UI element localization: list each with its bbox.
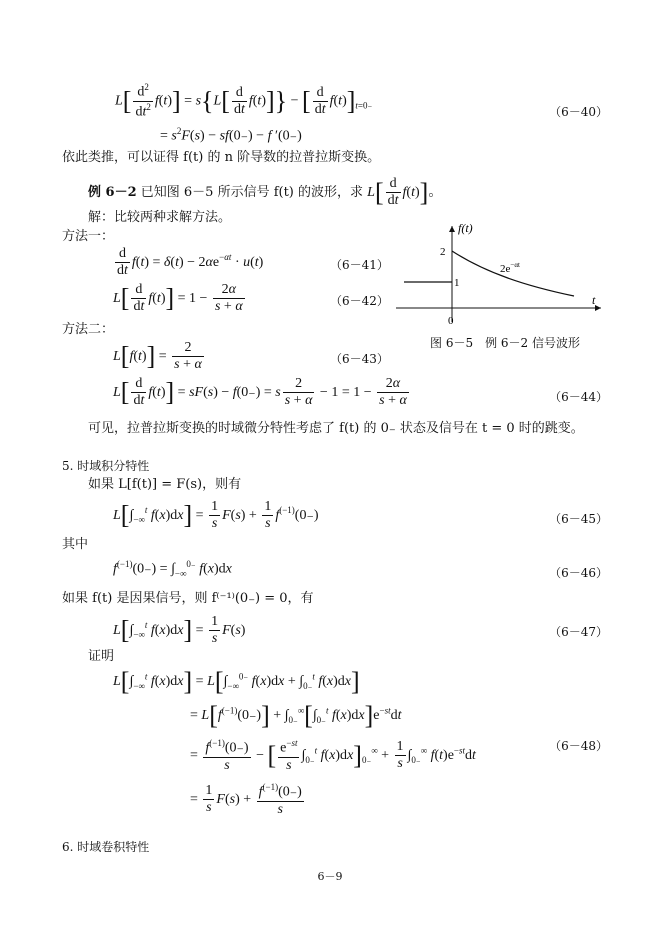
solution-text: 解：比较两种求解方法。 [88, 210, 232, 225]
equation-6-42: L[ $\frac{d}{dt}$ f(t)] = 1 − $\frac{2\alpha}{s + \alpha}$ [113, 282, 243, 315]
equation-6-43: L[f(t)] = $\frac{2}{s + \alpha}$ [113, 340, 202, 373]
figure-signal-waveform [396, 218, 616, 328]
section-6-heading: 6. 时域卷积特性 [62, 840, 150, 854]
if-line: 如果 L[f(t)] = F(s)，则有 [88, 477, 242, 492]
tick-label-1: 1 [454, 277, 460, 289]
y-axis-label: f(t) [458, 221, 473, 235]
equation-6-47: $L[\int_{-\infty}^t$ f(x)dx] = $\frac{1}{s}$ F(s) [113, 614, 246, 647]
example-line: 例 6－2 已知图 6－5 所示信号 f(t) 的波形，求 L[ $\frac{d}{dt}$ f(t)]。 [88, 176, 443, 209]
page-number: 6－9 [317, 870, 343, 883]
section-5-heading: 5. 时域积分特性 [62, 459, 150, 473]
method-one-label: 方法一： [62, 229, 115, 244]
equation-number: （6－44） [549, 390, 608, 404]
example-body: 已知图 6－5 所示信号 f(t) 的波形，求 [140, 184, 364, 200]
analog-text: 依此类推，可以证得 f(t) 的 n 阶导数的拉普拉斯变换。 [62, 150, 381, 165]
conclusion-text: 可见，拉普拉斯变换的时域微分特性考虑了 f(t) 的 0₋ 状态及信号在 t = 0 时的跳变。 [88, 421, 584, 436]
equation-number: （6－45） [549, 512, 608, 526]
equation-6-40-line2: = $s^2F(s) - sf(0_-) - f$ ′(0₋) [160, 126, 302, 144]
equation-6-40-line1: L[ $\frac{d^2}{dt^2}$ f(t)] = s{L[ $\frac{d}{dt}$ f(t)]} − [ $\frac{d}{dt}$ $f(t)]_{t=0_-}$ [115, 82, 373, 120]
equation-6-48-line4: = $\frac{1}{s}$ F(s) + $\frac{f^{(-1)}(0_-)}{s}$ [190, 782, 302, 817]
equation-6-45: $L[\int_{-\infty}^t$ f(x)dx] = $\frac{1}{s}$ F(s) + $\frac{1}{s}$ $f^{(-1)}(0_-)$ [113, 499, 319, 532]
equation-number: （6－47） [549, 625, 608, 639]
x-axis-label: t [592, 293, 596, 307]
equation-number: （6－41） [330, 258, 389, 272]
equation-number: （6－46） [549, 566, 608, 580]
proof-text: 证明 [88, 649, 115, 664]
equation-6-46: $f^{(-1)}(0_-) = \int_{-\infty}^{0_-}$ f(x)dx [113, 559, 232, 579]
equation-6-41: $\frac{d}{dt}$ $f(t) = \delta(t) - 2\alpha e^{-\alpha t} \cdot u(t)$ [117, 246, 264, 279]
equation-number: （6－40） [549, 105, 608, 119]
decay-curve [452, 251, 574, 296]
method-two-label: 方法二： [62, 322, 115, 337]
equation-number: （6－42） [330, 294, 389, 308]
qizhong-text: 其中 [62, 537, 89, 552]
curve-label-exponent: −αt [510, 261, 520, 269]
equation-number: （6－48） [549, 739, 608, 753]
curve-label [500, 261, 520, 275]
equation-6-44: L[ $\frac{d}{dt}$ f(t)] = sF(s) − f(0₋) = s $\frac{2}{s + \alpha}$ − 1 = 1 − $\frac{2\alpha}{s + \alpha}$ [113, 376, 407, 409]
figure-caption: 图 6－5 例 6－2 信号波形 [430, 336, 580, 350]
equation-6-48-line3: = $\frac{f^{(-1)}(0_-)}{s}$ − [ $\frac{e^{-st}}{s}$ $\int_{0_-}^t$ $f(x)dx]_{0_-}^\infty$ + $\frac{1}{s}$ $\int_{0_-}^\infty$ $f(t)e^{-st}dt$ [190, 738, 476, 773]
equation-number: （6－43） [330, 352, 389, 366]
origin-label: 0 [448, 315, 454, 327]
example-label: 例 6－2 [88, 184, 137, 200]
causal-text: 如果 f(t) 是因果信号，则 f⁽⁻¹⁾(0₋) = 0，有 [62, 591, 314, 606]
equation-6-48-line1: $L[\int_{-\infty}^t$ $f(x)dx] = L[\int_{-\infty}^{0_-}$ $f(x)dx + \int_{0_-}^t$ f(x)dx] [113, 667, 360, 696]
equation-6-48-line2: = $L[f^{(-1)}(0_-)] + \int_{0_-}^\infty[\int_{0_-}^t$ $f(x)dx]e^{-st}dt$ [190, 701, 402, 730]
tick-label-2: 2 [440, 246, 446, 258]
curve-label-base: 2e [500, 263, 511, 275]
